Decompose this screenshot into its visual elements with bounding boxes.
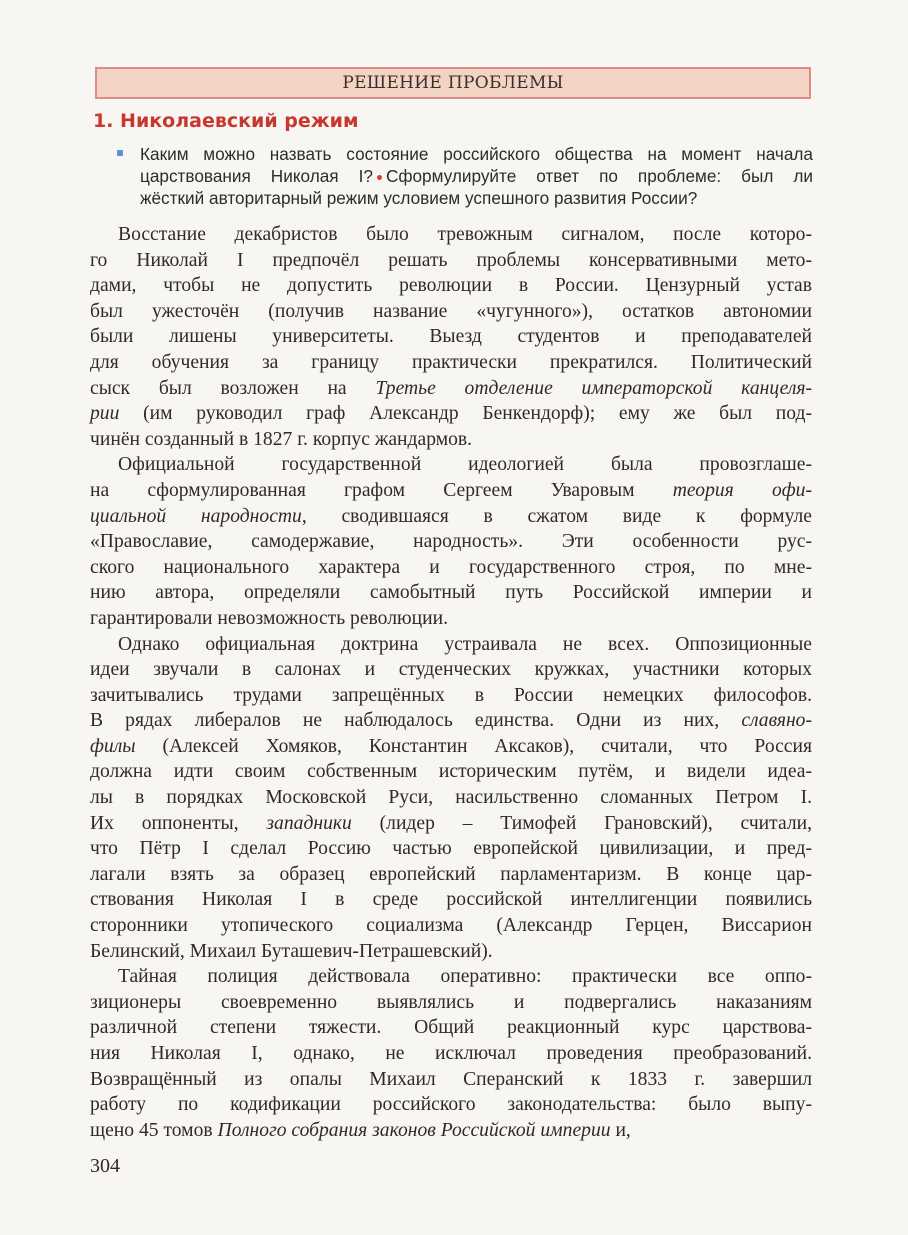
text-segment: чинён созданный в 1827 г. корпус жандармов. [90,428,473,450]
text-segment: Возвращённый из опалы Михаил Сперанский к 1833 г. завершил [90,1068,812,1090]
text-segment: и, [610,1119,631,1141]
text-segment: на сформулированная графом Сергеем Уваровым [90,479,673,501]
red-bullet-icon [377,175,382,180]
text-line [90,555,812,581]
text-segment: Однако официальная доктрина устраивала не всех. Оппозиционные [118,633,812,655]
section-title: 1. Николаевский режим [93,110,359,132]
text-line [90,452,812,478]
text-line [90,683,812,709]
text-segment: (Алексей Хомяков, Константин Аксаков), считали, что Россия [135,735,812,757]
text-line [90,657,812,683]
italic-term: циальной народности [90,505,302,527]
text-segment: лагали взять за образец европейский парламентаризм. В конце цар- [90,863,812,885]
text-line [90,785,812,811]
text-line [90,606,812,632]
text-line [90,1041,812,1067]
questions-block [140,143,813,209]
italic-term: филы [90,735,136,757]
text-line [90,939,812,965]
text-line [90,299,812,325]
text-segment: ского национального характера и государственного строя, по мне- [90,556,812,578]
text-line [90,632,812,658]
text-segment: был ужесточён (получив название «чугунного»), остатков автономии [90,300,812,322]
text-segment: работу по кодификации российского законодательства: было выпу- [90,1094,812,1116]
text-line [90,376,812,402]
text-segment: (лидер – Тимофей Грановский), считали, [351,812,812,834]
text-segment: зачитывались трудами запрещённых в России немецких философов. [90,684,812,706]
text-line [90,734,812,760]
text-segment: «Православие, самодержавие, народность». Эти особенности рус- [90,531,812,553]
text-segment: ния Николая I, однако, не исключал проведения преобразований. [90,1043,812,1064]
text-segment: (им руководил граф Александр Бенкендорф); ему же был под- [119,403,812,425]
text-segment: зиционеры своевременно выявлялись и подвергались наказаниям [90,991,812,1013]
question-line: Каким можно назвать состояние российского общества на момент начала [140,144,813,164]
text-line [90,1092,812,1118]
text-line [90,759,812,785]
text-line [90,990,812,1016]
text-segment: го Николай I предпочёл решать проблемы консервативными мето- [90,249,812,271]
text-segment: гарантировали невозможность революции. [90,607,448,629]
text-segment: дами, чтобы не допустить революции в России. Цензурный устав [90,275,812,297]
text-segment: Белинский, Михаил Буташевич-Петрашевский). [90,940,493,962]
question-line [140,165,813,187]
text-segment: должна идти своим собственным историческим путём, и видели идеа- [90,761,812,783]
text-segment: нию автора, определяли самобытный путь Российской империи и [90,582,812,604]
text-segment: Восстание декабристов было тревожным сигналом, после которо- [118,224,812,245]
text-segment: , сводившаяся в сжатом виде к формуле [301,505,812,527]
text-line [90,222,812,248]
italic-term: рии [90,403,120,425]
text-line [90,427,812,453]
text-segment: ствования Николая I в среде российской интеллигенции появились [90,889,812,911]
text-segment: сыск был возложен на [90,377,376,399]
text-line [90,273,812,299]
italic-term: Полного собрания законов Российской империи [217,1119,611,1141]
text-segment: В рядах либералов не наблюдалось единства. Одни из них, [90,710,742,732]
text-line [90,887,812,913]
text-segment: щено 45 томов [90,1119,218,1141]
text-segment: идеи звучали в салонах и студенческих кружках, участники которых [90,659,812,681]
text-line [90,529,812,555]
text-line [90,401,812,427]
text-segment: сторонники утопического социализма (Александр Герцен, Виссарион [90,915,812,937]
section-banner: РЕШЕНИЕ ПРОБЛЕМЫ [95,67,811,99]
text-line [90,1118,812,1144]
text-segment: Их оппоненты, [90,812,267,834]
text-line [90,708,812,734]
text-line [90,324,812,350]
text-segment: были лишены университеты. Выезд студентов и преподавателей [90,326,812,348]
text-line [90,478,812,504]
text-line [90,913,812,939]
text-line [90,964,812,990]
question-text: Сформулируйте ответ по проблеме: был ли [385,166,813,186]
question-text: царствования Николая I? [140,166,373,186]
text-segment: для обучения за границу практически прекратился. Политический [90,351,812,373]
italic-term: западники [266,812,352,834]
text-line [90,1067,812,1093]
text-line [90,580,812,606]
text-line [90,248,812,274]
text-segment: Тайная полиция действовала оперативно: практически все оппо- [118,966,812,988]
italic-term: славяно- [741,710,812,732]
page-number: 304 [90,1155,120,1177]
italic-term: Третье отделение императорской канцеля- [375,377,813,399]
text-line [90,836,812,862]
text-line [90,862,812,888]
text-line [90,811,812,837]
text-line [90,504,812,530]
body-text [90,222,812,1143]
text-segment: Официальной государственной идеологией была провозглаше- [118,454,812,476]
question-line: жёсткий авторитарный режим условием успешного развития России? [140,188,698,208]
text-line [90,1015,812,1041]
blue-bullet-icon [117,150,123,156]
text-segment: что Пётр I сделал Россию частью европейской цивилизации, и пред- [90,838,812,860]
italic-term: теория офи- [672,479,812,501]
text-segment: лы в порядках Московской Руси, насильственно сломанных Петром I. [90,787,812,809]
text-line [90,350,812,376]
text-segment: различной степени тяжести. Общий реакционный курс царствова- [90,1017,812,1039]
